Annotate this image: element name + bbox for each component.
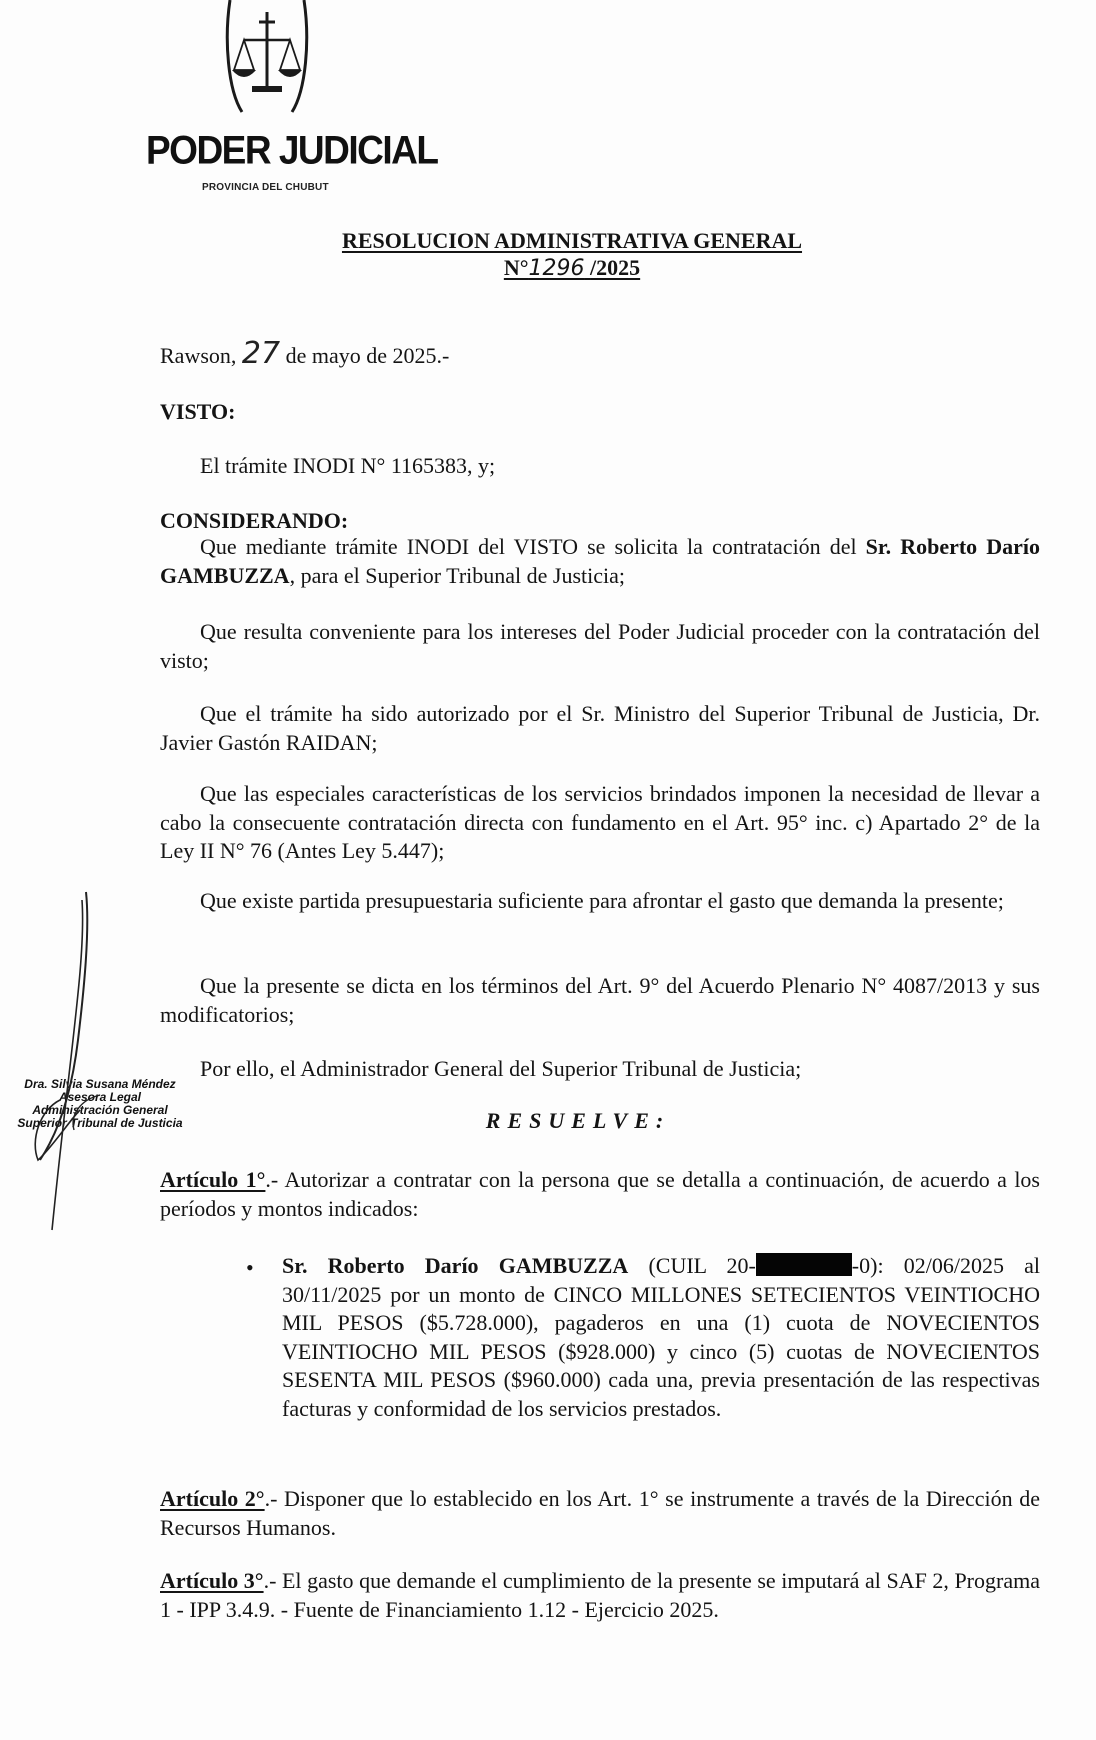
considerando-paragraph-5 [160,887,1040,916]
visto-text: El trámite INODI N° 1165383, y; [200,453,496,478]
stamp-line-role: Asesora Legal [58,1090,142,1104]
resolution-number-prefix: N° [503,255,529,280]
considerando-paragraph-7: Por ello, el Administrador General del Superior Tribunal de Justicia; [200,1056,802,1081]
considerando-p2-text: Que resulta conveniente para los intereses del Poder Judicial proceder con la contratación del visto; [160,619,1040,673]
resolution-title: RESOLUCION ADMINISTRATIVA GENERAL [341,228,803,253]
date-city: Rawson, [160,343,237,368]
resolution-number [0,255,1096,281]
considerando-paragraph-4 [160,780,1040,866]
considerando-paragraph-3 [160,700,1040,757]
visto-heading: VISTO: [160,399,236,424]
articulo-1-bullet-item [282,1252,1040,1423]
articulo-3-label: Artículo 3° [160,1568,264,1593]
considerando-p1-text-a: Que mediante trámite INODI del VISTO se solicita la contratación del [200,534,857,559]
bullet-detail-text: : 02/06/2025 al 30/11/2025 por un monto de CINCO MILLONES SETECIENTOS VEINTIOCHO MIL PESOS ($5.728.000), pagaderos en una (1) cuota de NOVECIENTOS VEINTIOCHO MIL PESOS ($928.000) y cinco (5) cuotas de NOVECIENTOS SESENTA MIL PESOS ($960.000) cada una, previa presentación de las respectivas facturas y conformidad de los servicios prestados. [282,1253,1040,1421]
articulo-1-text: .- Autorizar a contratar con la persona que se detalla a continuación, de acuerdo a los períodos y montos indicados: [160,1167,1040,1221]
articulo-3-text: .- El gasto que demande el cumplimiento de la presente se imputará al SAF 2, Programa 1 - IPP 3.4.9. - Fuente de Financiamiento 1.12 - Ejercicio 2025. [160,1568,1040,1622]
scales-of-justice-emblem-icon [222,0,312,118]
date-line [160,336,450,371]
articulo-1-label: Artículo 1° [160,1167,266,1192]
considerando-heading: CONSIDERANDO: [160,508,349,533]
considerando-paragraph-1 [160,533,1040,590]
considerando-p1-text-b: , para el Superior Tribunal de Justicia; [289,562,626,588]
articulo-1 [160,1166,1040,1223]
articulo-2-text: .- Disponer que lo establecido en los Art. 1° se instrumente a través de la Dirección de Recursos Humanos. [160,1486,1040,1540]
stamp-line-court: Superior Tribunal de Justicia [17,1116,183,1130]
bullet-marker: • [246,1255,254,1280]
bullet-cuil-end: -0) [851,1253,878,1278]
date-rest: de mayo de 2025.- [285,343,450,368]
resolution-number-handwritten: 1296 [528,256,585,281]
redaction-block [756,1253,852,1276]
articulo-2 [160,1485,1040,1542]
considerando-p5-text: Que existe partida presupuestaria suficiente para afrontar el gasto que demanda la presente; [200,888,1004,913]
bullet-person-name: Sr. Roberto Darío GAMBUZZA [282,1253,629,1278]
resolution-number-suffix: /2025 [590,255,641,280]
considerando-p3-text: Que el trámite ha sido autorizado por el Sr. Ministro del Superior Tribunal de Justicia, Dr. Javier Gastón RAIDAN; [160,701,1040,755]
considerando-p6-text: Que la presente se dicta en los términos del Art. 9° del Acuerdo Plenario N° 4087/2013 y sus modificatorios; [160,973,1040,1027]
institution-name: PODER JUDICIAL [146,127,438,173]
considerando-paragraph-2 [160,618,1040,675]
considerando-p4-text: Que las especiales características de los servicios brindados imponen la necesidad de llevar a cabo la consecuente contratación directa con fundamento en el Art. 95° inc. c) Apartado 2° de la Ley II N° 76 (Antes Ley 5.447); [160,781,1040,863]
articulo-3 [160,1567,1040,1624]
stamp-line-name: Dra. Silvia Susana Méndez [24,1077,176,1091]
date-day-handwritten: 27 [241,336,281,371]
stamp-line-office: Administración General [32,1103,168,1117]
province-name: PROVINCIA DEL CHUBUT [202,182,329,193]
considerando-paragraph-6 [160,972,1040,1029]
resuelve-heading: RESUELVE: [485,1108,671,1133]
articulo-2-label: Artículo 2° [160,1486,265,1511]
bullet-cuil-start: (CUIL 20- [648,1253,756,1278]
legal-advisor-stamp [0,1078,200,1130]
considerando-p1-name: Sr. Roberto Darío GAMBUZZA [160,534,1040,588]
